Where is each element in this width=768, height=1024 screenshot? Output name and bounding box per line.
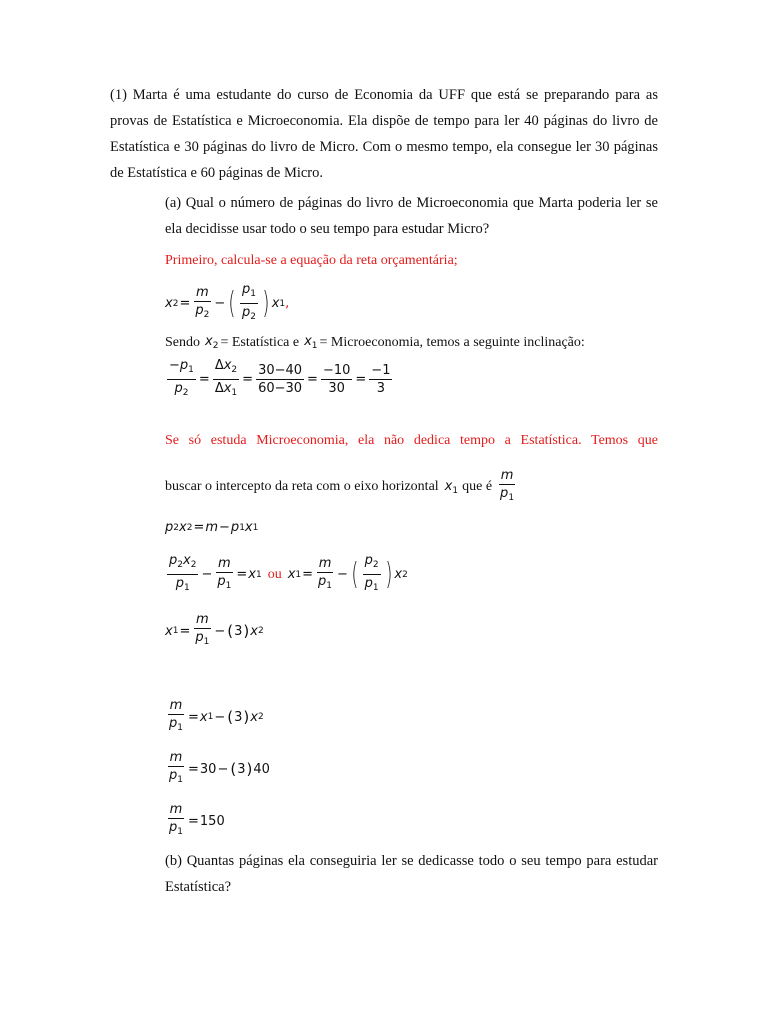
slope-b: 60−30 [258, 381, 303, 396]
equation-p2x2: p 2 x 2 = m − p 1 x 1 [165, 520, 259, 535]
que-e-text: que é [462, 479, 493, 494]
slope-d: 30 [328, 381, 345, 396]
value-40: 40 [253, 761, 270, 777]
so-estuda-line2: buscar o intercepto da reta com o eixo horizontal $x_1$ que é $\frac{m}{p_1}$ [165, 468, 515, 503]
step1-text: Primeiro, calcula-se a equação da reta orçamentária; [165, 253, 458, 268]
intercept-text: buscar o intercepto da reta com o eixo horizontal [165, 479, 439, 494]
coef-value-2: 3 [234, 709, 243, 725]
sendo-suffix: = Microeconomia, temos a seguinte inclinação: [319, 334, 585, 350]
slope-c: −10 [322, 363, 351, 378]
sendo-mid: = Estatística e [220, 334, 300, 350]
question-b: (b) Quantas páginas ela conseguiria ler se dedicasse todo o seu tempo para estudar Estatística? [165, 853, 658, 895]
slope-f: 3 [376, 381, 386, 396]
slope-e: −1 [371, 363, 391, 378]
budget-equation: x 2 = $\frac{m}{p_2}$ − ( $\frac{p_1}{p_2}$ ) x 1 , [165, 282, 290, 322]
coef-value-3: 3 [237, 761, 246, 777]
slope-equation: $\frac{-p_1}{p_2}$ = $\frac{\Delta x_2}{\Delta x_1}$ = $\frac{30-40}{60-30}$ = $\frac{-10}{30}$ = $\frac{-1}{3}$ [169, 358, 391, 398]
coef-value: 3 [234, 623, 243, 639]
question-a: (a) Qual o número de páginas do livro de Microeconomia que Marta poderia ler se ela decidisse usar todo o seu tempo para estudar Micro? [165, 195, 658, 237]
equation-result: $\frac{m}{p_1}$ = 150 [169, 802, 225, 837]
intro-paragraph: (1) Marta é uma estudante do curso de Economia da UFF que está se preparando para as provas de Estatística e Microeconomia. Ela dispõe de tempo para ler 40 páginas do livro de Estatística e 30 páginas do livro de Micro. Com o mesmo tempo, ela consegue ler 30 páginas de Estatística e 60 páginas de Micro. [110, 87, 658, 181]
ou-text: ou [267, 566, 282, 582]
equation-x1-coef: x 1 = $\frac{m}{p_1}$ − ( 3 ) x 2 [165, 612, 264, 647]
so-estuda-line1: Se só estuda Microeconomia, ela não dedica tempo a Estatística. Temos que [165, 433, 658, 448]
sendo-line: Sendo $x_2$ = Estatística e $x_1$ = Microeconomia, temos a seguinte inclinação: [165, 334, 585, 351]
equation-intercept: $\frac{m}{p_1}$ = x 1 − ( 3 ) x 2 [169, 698, 264, 733]
slope-a: 30−40 [258, 363, 303, 378]
sendo-prefix: Sendo [165, 334, 200, 350]
result-value: 150 [199, 813, 225, 829]
value-30: 30 [199, 761, 217, 777]
equation-solve-x1: $\frac{p_2x_2}{p_1}$ − $\frac{m}{p_1}$ = x 1 ou x 1 = $\frac{m}{p_1}$ − ( $\frac{p_2}{p_1}$ ) x 2 [169, 553, 408, 593]
equation-substitute: $\frac{m}{p_1}$ = 30 − ( 3 ) 40 [169, 750, 270, 785]
